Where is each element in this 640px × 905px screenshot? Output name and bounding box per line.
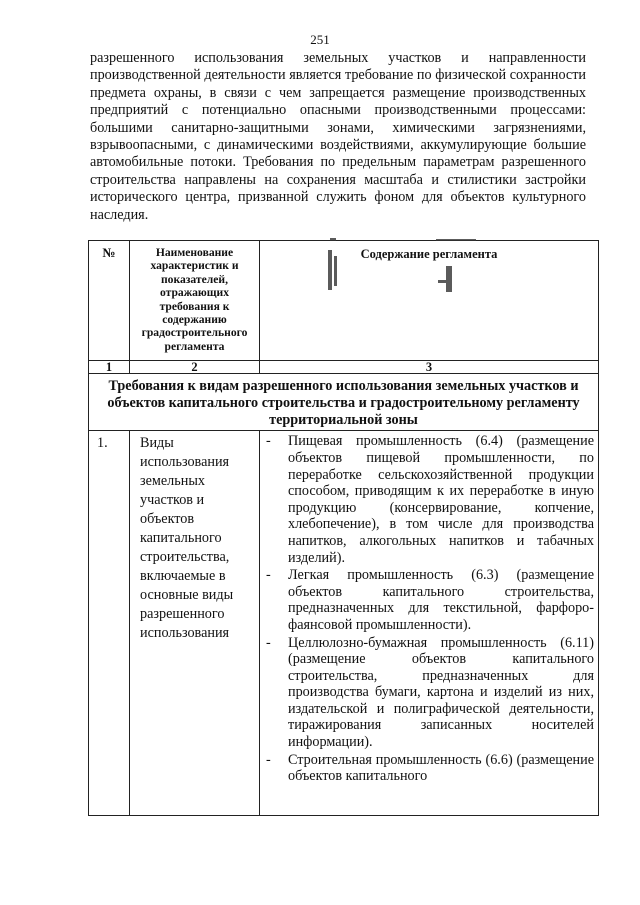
column-index-2: 2 [130,361,260,374]
column-index-3: 3 [260,361,599,374]
row-number: 1. [89,431,130,816]
row-kind-label: Виды использования земельных участков и объектов капитального строительства, включаемые в основные виды разрешенного использования [130,431,260,816]
header-content: Содержание регламента [260,241,599,361]
header-characteristics: Наименование характеристик и показателей, отражающих требования к содержанию градостроительного регламента [130,241,260,361]
list-item: - Строительная промышленность (6.6) (размещение объектов капитального [264,752,594,785]
list-item: - Целлюлозно-бумажная промышленность (6.11) (размещение объектов капитального строительства, предназначенных для производства бумаги, картона и изделий из них, издательской и полиграфической деятельности, тиражирования записанных носителей информации). [264,635,594,751]
list-item: - Легкая промышленность (6.3) (размещение объектов капитального строительства, предназначенных для текстильной, фарфоро-фаянсовой промышленности). [264,567,594,633]
section-row [89,374,599,431]
section-title: Требования к видам разрешенного использования земельных участков и объектов капитального строительства и градостроительному регламенту территориальной зоны [89,374,599,431]
regulation-table [88,240,599,816]
page-number: 251 [310,32,330,47]
column-index-1: 1 [89,361,130,374]
scan-artifact-mark [318,236,498,298]
header-number: № [89,241,130,361]
list-item: - Пищевая промышленность (6.4) (размещение объектов пищевой промышленности, по переработке сельскохозяйственной продукции способом, приводящим к их переработке в иную продукцию (консервирование, копчение, хлебопечение), в том числе для производства напитков, алкогольных напитков и табачных изделий). [264,433,594,566]
intro-paragraph: разрешенного использования земельных участков и направленности производственной деятельности является требование по физической сохранности предмета охраны, в связи с чем запрещается размещение производственных предприятий с потенциально опасными производственными процессами: большими санитарно-защитными зонами, химическими загрязнениями, взрывоопасными, с динамическими воздействиями, аккумулирующие большие автомобильные потоки. Требования по предельным параметрам разрешенного строительства направлены на сохранения масштаба и стилистики застройки исторического центра, призванной служить фоном для объектов культурного наследия. [90,50,586,223]
column-index-row [89,361,599,374]
table-row [89,431,599,816]
row-items-cell [260,431,599,816]
permitted-uses-list [264,433,594,784]
